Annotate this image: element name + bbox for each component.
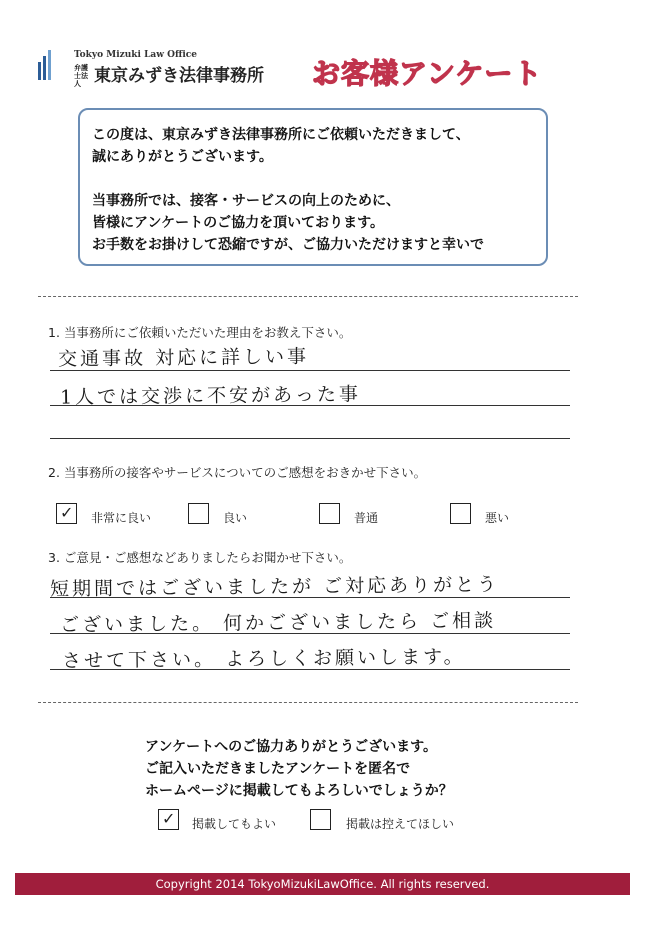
office-type-label: 弁護士法人 (74, 64, 88, 88)
consent-label: 掲載は控えてほしい (346, 817, 455, 831)
rating-checkbox-average[interactable] (319, 503, 340, 524)
intro-message-box (78, 108, 548, 266)
question-1-label: 1. 当事務所にご依頼いただいた理由をお教え下さい。 (48, 325, 352, 340)
answer-rule (50, 597, 570, 598)
intro-line: 誠にありがとうございます。 (92, 149, 273, 165)
answer-rule (50, 633, 570, 634)
rating-checkbox-bad[interactable] (450, 503, 471, 524)
checkmark-icon: ✓ (162, 809, 176, 828)
rating-label: 非常に良い (91, 511, 152, 525)
office-name-japanese: 東京みずき法律事務所 (94, 66, 264, 86)
intro-line: この度は、東京みずき法律事務所にご依頼いただきまして、 (92, 127, 470, 143)
consent-checkbox-decline[interactable] (310, 809, 331, 830)
q3-answer-line[interactable]: させて下さい。 よろしくお願いします。 (61, 645, 466, 673)
section-divider (38, 702, 578, 703)
survey-title: お客様アンケート (312, 57, 543, 90)
closing-line: ご記入いただきましたアンケートを匿名で (145, 761, 411, 777)
rating-checkbox-good[interactable] (188, 503, 209, 524)
rating-label: 普通 (354, 511, 379, 525)
copyright-footer: Copyright 2014 TokyoMizukiLawOffice. All rights reserved. (15, 873, 630, 895)
question-2-label: 2. 当事務所の接客やサービスについてのご感想をおきかせ下さい。 (48, 465, 427, 480)
checkmark-icon: ✓ (60, 503, 74, 522)
section-divider (38, 296, 578, 297)
question-3-label: 3. ご意見・ご感想などありましたらお聞かせ下さい。 (48, 550, 352, 565)
rating-label: 良い (223, 511, 248, 525)
answer-rule (50, 669, 570, 670)
rating-checkbox-very-good[interactable] (56, 503, 77, 524)
answer-rule (50, 438, 570, 439)
closing-message (145, 736, 453, 802)
intro-line: お手数をお掛けして恐縮ですが、ご協力いただけますと幸いで (92, 237, 484, 253)
consent-checkbox-allow[interactable] (158, 809, 179, 830)
intro-line: 皆様にアンケートのご協力を頂いております。 (92, 215, 385, 231)
rating-label: 悪い (485, 511, 510, 525)
office-logo-icon (38, 50, 58, 80)
q1-answer-line[interactable]: 1人では交渉に不安があった事 (59, 383, 362, 409)
answer-rule (50, 370, 570, 371)
closing-line: アンケートへのご協力ありがとうございます。 (145, 739, 438, 755)
closing-line: ホームページに掲載してもよろしいでしょうか？ (145, 783, 453, 799)
intro-line: 当事務所では、接客・サービスの向上のために、 (92, 193, 400, 209)
answer-rule (50, 405, 570, 406)
q3-answer-line[interactable]: ございました。 何かございましたら ご相談 (59, 609, 497, 637)
q1-answer-line[interactable]: 交通事故 対応に詳しい事 (57, 345, 310, 371)
consent-label: 掲載してもよい (192, 817, 277, 831)
office-name-english: Tokyo Mizuki Law Office (74, 50, 197, 60)
q3-answer-line[interactable]: 短期間ではございましたが ご対応ありがとう (49, 573, 500, 601)
